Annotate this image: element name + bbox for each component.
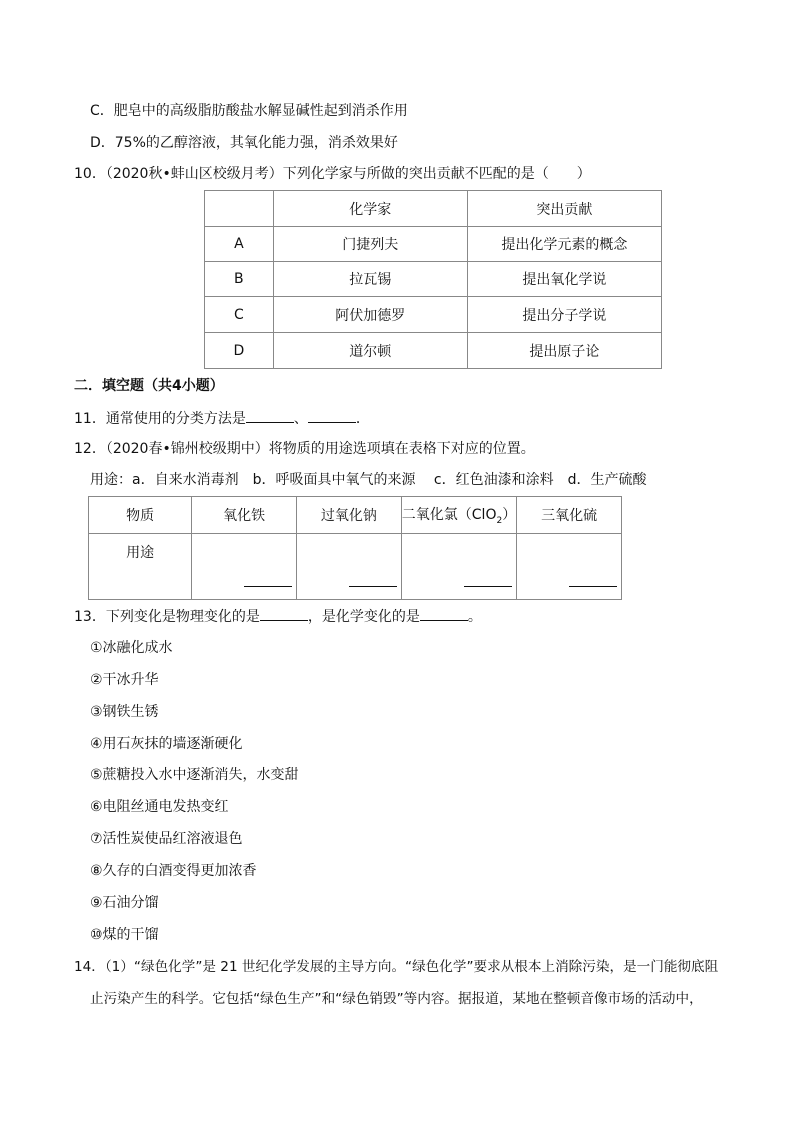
q9-option-c: C．肥皂中的高级脂肪酸盐水解显碱性起到消杀作用	[90, 103, 408, 119]
q12-uses: 用途：a．自来水消毒剂 b．呼吸面具中氧气的来源 c．红色油漆和涂料 d．生产硫酸	[90, 472, 647, 488]
q13-prefix: 13．下列变化是物理变化的是	[74, 609, 260, 625]
q11-separator: 、	[293, 411, 308, 427]
q10-row-label: C	[205, 297, 274, 333]
q11	[74, 408, 370, 429]
q10-header-chemist: 化学家	[273, 191, 467, 227]
q11-blank-1[interactable]	[246, 408, 294, 423]
q14-line-2: 止污染产生的科学。它包括“绿色生产”和“绿色销毁”等内容。据报道，某地在整顿音像市场的活动中，	[90, 991, 703, 1007]
q11-suffix: ．	[355, 411, 370, 427]
q10-row-contribution: 提出化学元素的概念	[467, 227, 661, 262]
q13-blank-chemical[interactable]	[420, 606, 468, 621]
q12-stem: 12．（2020春•锦州校级期中）将物质的用途选项填在表格下对应的位置。	[74, 441, 535, 457]
q12-answer-cell	[517, 534, 622, 600]
q12-header-iron-oxide: 氧化铁	[192, 497, 297, 534]
q11-prefix: 11．通常使用的分类方法是	[74, 411, 246, 427]
q13-item-3: ③钢铁生锈	[90, 704, 159, 720]
q13-blank-physical[interactable]	[260, 606, 308, 621]
q10-table	[204, 190, 662, 369]
q13-item-5: ⑤蔗糖投入水中逐渐消失，水变甜	[90, 767, 299, 783]
q13-item-6: ⑥电阻丝通电发热变红	[90, 799, 229, 815]
q12-header-chlorine-dioxide	[401, 497, 516, 534]
q13-suffix: 。	[467, 609, 482, 625]
q12-table	[88, 496, 622, 600]
q12-clo2-subscript: 2	[496, 515, 503, 526]
q12-blank-sodium-peroxide[interactable]	[349, 572, 397, 587]
q13-item-8: ⑧久存的白酒变得更加浓香	[90, 863, 257, 879]
q10-header-blank	[205, 191, 274, 227]
q12-header-sodium-peroxide: 过氧化钠	[297, 497, 402, 534]
q13-item-2: ②干冰升华	[90, 672, 159, 688]
q9-option-d: D．75%的乙醇溶液，其氧化能力强，消杀效果好	[90, 135, 398, 151]
q10-row-label: B	[205, 262, 274, 297]
q12-row-label-text: 用途	[126, 545, 155, 561]
q10-header-contribution: 突出贡献	[467, 191, 661, 227]
q10-row-label: A	[205, 227, 274, 262]
q10-row-contribution: 提出氧化学说	[467, 262, 661, 297]
q13-item-9: ⑨石油分馏	[90, 895, 159, 911]
section-2-title: 二．填空题（共4小题）	[74, 378, 224, 394]
q10-row-chemist: 拉瓦锡	[273, 262, 467, 297]
q13-mid: ，是化学变化的是	[307, 609, 420, 625]
q10-row-label: D	[205, 333, 274, 369]
q10-row-contribution: 提出分子学说	[467, 297, 661, 333]
q14-line-1: 14．（1）“绿色化学”是 21 世纪化学发展的主导方向。“绿色化学”要求从根本上消除污染，是一门能彻底阻	[74, 959, 719, 975]
q12-answer-cell	[192, 534, 297, 600]
q11-blank-2[interactable]	[308, 408, 356, 423]
q12-clo2-close: ）	[502, 507, 517, 524]
q10-row-contribution: 提出原子论	[467, 333, 661, 369]
q13-stem	[74, 606, 482, 627]
q13-item-10: ⑩煤的干馏	[90, 927, 159, 943]
q12-answer-cell	[297, 534, 402, 600]
q12-clo2-text: 二氧化氯（ClO	[401, 507, 497, 524]
q12-header-substance: 物质	[89, 497, 192, 534]
q10-row-chemist: 门捷列夫	[273, 227, 467, 262]
q12-answer-cell	[401, 534, 516, 600]
q10-stem: 10．（2020秋•蚌山区校级月考）下列化学家与所做的突出贡献不匹配的是（ ）	[74, 166, 591, 182]
q13-item-4: ④用石灰抹的墙逐渐硬化	[90, 736, 243, 752]
q12-blank-iron-oxide[interactable]	[244, 572, 292, 587]
q10-row-chemist: 阿伏加德罗	[273, 297, 467, 333]
q12-blank-chlorine-dioxide[interactable]	[464, 572, 512, 587]
q13-item-7: ⑦活性炭使品红溶液退色	[90, 831, 243, 847]
q13-item-1: ①冰融化成水	[90, 640, 173, 656]
q12-header-sulfur-trioxide: 三氧化硫	[517, 497, 622, 534]
q12-row-label	[89, 534, 192, 600]
q12-blank-sulfur-trioxide[interactable]	[569, 572, 617, 587]
q10-row-chemist: 道尔顿	[273, 333, 467, 369]
